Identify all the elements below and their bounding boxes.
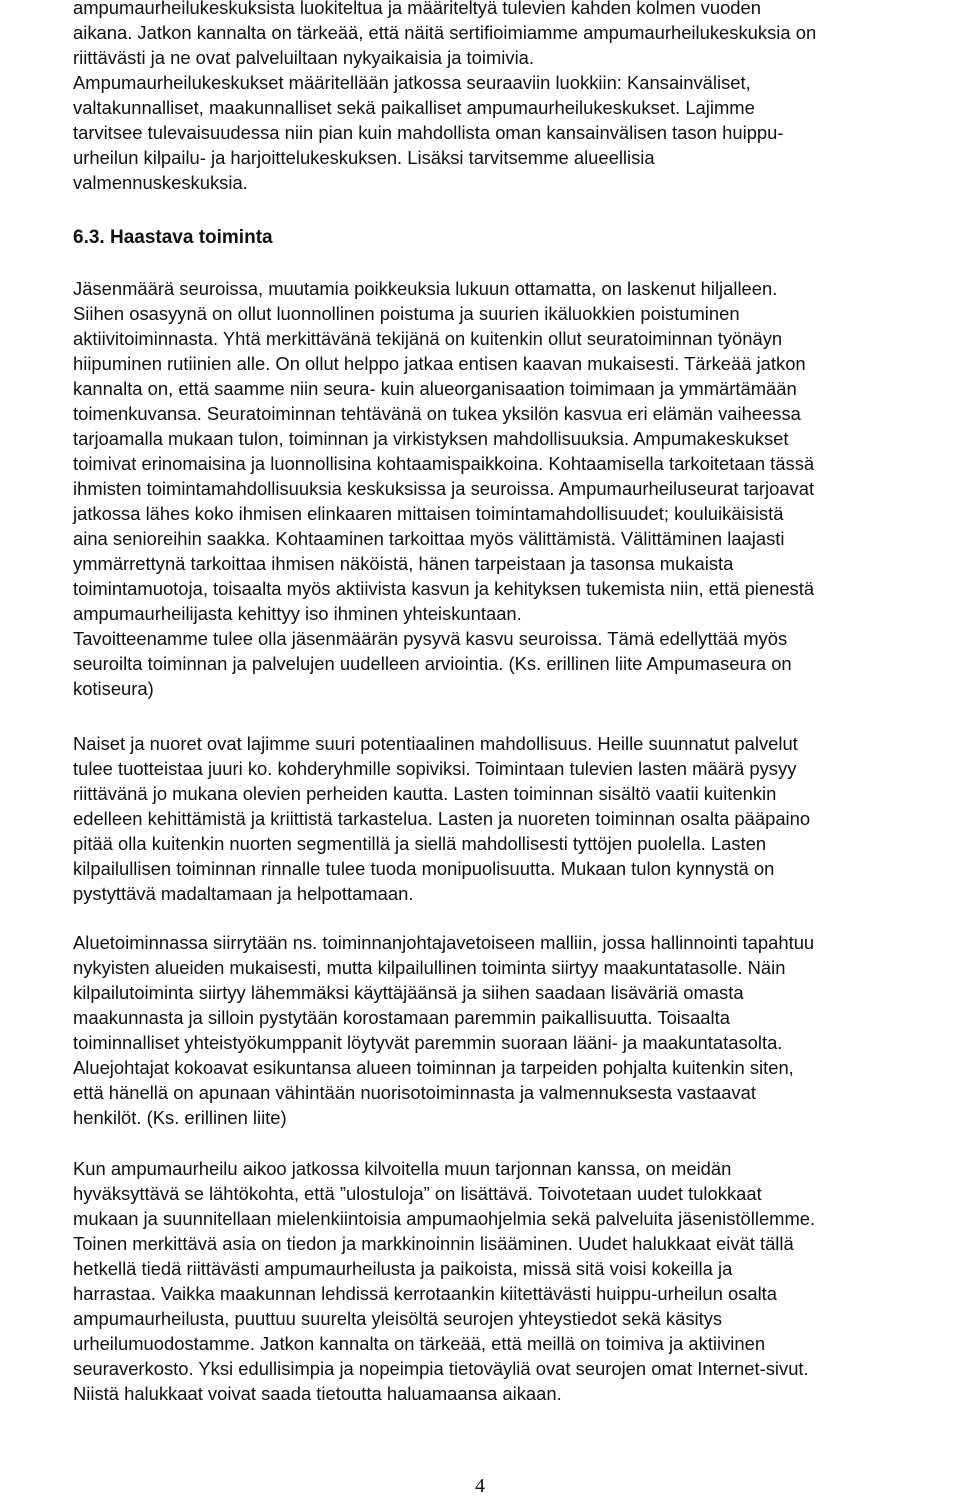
text-line: Tavoitteenamme tulee olla jäsenmäärän pysyvä kasvu seuroissa. Tämä edellyttää myös xyxy=(73,628,788,649)
text-line: maakunnasta ja silloin pystytään korostamaan paremmin paikallisuutta. Toisaalta xyxy=(73,1007,730,1028)
text-line: mukaan ja suunnitellaan mielenkiintoisia ampumaohjelmia sekä palveluita jäsenistöllemme. xyxy=(73,1208,816,1229)
text-line: ihmisten toimintamahdollisuuksia keskuksissa ja seuroissa. Ampumaurheiluseurat tarjoavat xyxy=(73,478,815,499)
text-line: tulee tuotteistaa juuri ko. kohderyhmille sopiviksi. Toimintaan tulevien lasten määrä pysyy xyxy=(73,758,797,779)
text-line: harrastaa. Vaikka maakunnan lehdissä kerrotaankin kiitettävästi huippu-urheilun osalta xyxy=(73,1283,778,1304)
text-line: edelleen kehittämistä ja kriittistä tarkastelua. Lasten ja nuoreten toiminnan osalta pääpaino xyxy=(73,808,811,829)
text-line: ampumaurheilusta, puuttuu suurelta yleisöltä seurojen yhteystiedot sekä käsitys xyxy=(73,1308,723,1329)
text-line: aina senioreihin saakka. Kohtaaminen tarkoittaa myös välittämistä. Välittäminen laajasti xyxy=(73,528,785,549)
text-line: Siihen osasyynä on ollut luonnollinen poistuma ja suurien ikäluokkien poistuminen xyxy=(73,303,740,324)
paragraph-membership xyxy=(73,276,953,701)
text-line: että hänellä on apunaan vähintään nuorisotoiminnasta ja valmennuksesta vastaavat xyxy=(73,1082,756,1103)
text-line: valtakunnalliset, maakunnalliset sekä paikalliset ampumaurheilukeskukset. Lajimme xyxy=(73,97,755,118)
text-line: seuroilta toiminnan ja palvelujen uudelleen arviointia. (Ks. erillinen liite Ampumaseura on xyxy=(73,653,792,674)
section-heading: 6.3. Haastava toiminta xyxy=(73,227,273,248)
text-line: urheilumuodostamme. Jatkon kannalta on tärkeää, että meillä on toimiva ja aktiivinen xyxy=(73,1333,766,1354)
text-line: Ampumaurheilukeskukset määritellään jatkossa seuraaviin luokkiin: Kansainväliset, xyxy=(73,72,751,93)
text-line: aktiivitoiminnasta. Yhtä merkittävänä tekijänä on kuitenkin ollut seuratoiminnan työnäyn xyxy=(73,328,783,349)
text-line: Jäsenmäärä seuroissa, muutamia poikkeuksia lukuun ottamatta, on laskenut hiljalleen. xyxy=(73,278,778,299)
text-line: jatkossa lähes koko ihmisen elinkaaren mittaisen toimintamahdollisuudet; kouluikäisistä xyxy=(73,503,784,524)
text-line: Kun ampumaurheilu aikoo jatkossa kilvoitella muun tarjonnan kanssa, on meidän xyxy=(73,1158,732,1179)
paragraph-marketing xyxy=(73,1156,953,1406)
text-line: riittävänä jo mukana olevien perheiden kautta. Lasten toiminnan sisältö vaatii kuitenkin xyxy=(73,783,777,804)
text-line: toimenkuvansa. Seuratoiminnan tehtävänä on tukea yksilön kasvua eri elämän vaiheessa xyxy=(73,403,801,424)
text-line: Naiset ja nuoret ovat lajimme suuri potentiaalinen mahdollisuus. Heille suunnatut palvelut xyxy=(73,733,798,754)
text-line: pitää olla kuitenkin nuorten segmentillä ja siellä mahdollisesti tyttöjen puolella. Lasten xyxy=(73,833,767,854)
text-line: hetkellä tiedä riittävästi ampumaurheilusta ja paikoista, missä sitä voisi kokeilla ja xyxy=(73,1258,733,1279)
text-line: kotiseura) xyxy=(73,678,154,699)
text-line: tarjoamalla mukaan tulon, toiminnan ja virkistyksen mahdollisuuksia. Ampumakeskukset xyxy=(73,428,789,449)
text-line: toimivat erinomaisina ja luonnollisina kohtaamispaikkoina. Kohtaamisella tarkoitetaan tässä xyxy=(73,453,815,474)
text-line: Aluetoiminnassa siirrytään ns. toiminnanjohtajavetoiseen malliin, jossa hallinnointi tapahtuu xyxy=(73,932,815,953)
text-line: nykyisten alueiden mukaisesti, mutta kilpailullinen toiminta siirtyy maakuntatasolle. Näin xyxy=(73,957,786,978)
paragraph-regional-activity xyxy=(73,930,953,1130)
text-line: pystyttävä madaltamaan ja helpottamaan. xyxy=(73,883,414,904)
text-line: kilpailullisen toiminnan rinnalle tulee tuoda monipuolisuutta. Mukaan tulon kynnystä on xyxy=(73,858,775,879)
text-line: kannalta on, että saamme niin seura- kuin alueorganisaation toimimaan ja ymmärtämään xyxy=(73,378,797,399)
text-line: Aluejohtajat kokoavat esikuntansa alueen toiminnan ja tarpeiden pohjalta kuitenkin siten, xyxy=(73,1057,794,1078)
paragraph-women-and-youth xyxy=(73,731,953,906)
text-line: toimintamuotoja, toisaalta myös aktiivista kasvun ja kehityksen tukemista niin, että pienestä xyxy=(73,578,815,599)
text-line: toiminnalliset yhteistyökumppanit löytyvät paremmin suoraan lääni- ja maakuntatasolta. xyxy=(73,1032,783,1053)
text-line: tarvitsee tulevaisuudessa niin pian kuin mahdollista oman kansainvälisen tason huippu- xyxy=(73,122,784,143)
text-line: ampumaurheilukeskuksista luokiteltua ja määriteltyä tulevien kahden kolmen vuoden xyxy=(73,0,761,18)
text-line: Toinen merkittävä asia on tiedon ja markkinoinnin lisääminen. Uudet halukkaat eivät tällä xyxy=(73,1233,794,1254)
text-line: ampumaurheilijasta kehittyy iso ihminen yhteiskuntaan. xyxy=(73,603,522,624)
text-line: Niistä halukkaat voivat saada tietoutta haluamaansa aikaan. xyxy=(73,1383,562,1404)
text-line: riittävästi ja ne ovat palveluiltaan nykyaikaisia ja toimivia. xyxy=(73,47,535,68)
text-line: kilpailutoiminta siirtyy lähemmäksi käyttäjäänsä ja siihen saadaan lisäväriä omasta xyxy=(73,982,744,1003)
text-line: valmennuskeskuksia. xyxy=(73,172,248,193)
text-line: hyväksyttävä se lähtökohta, että ”ulostuloja” on lisättävä. Toivotetaan uudet tulokkaat xyxy=(73,1183,762,1204)
text-line: hiipuminen rutiinien alle. On ollut helppo jatkaa entisen kaavan mukaisesti. Tärkeää jatkon xyxy=(73,353,806,374)
text-line: seuraverkosto. Yksi edullisimpia ja nopeimpia tietoväyliä ovat seurojen omat Internet-sivut. xyxy=(73,1358,809,1379)
text-line: ymmärrettynä tarkoittaa ihmisen näköistä, hänen tarpeistaan ja tasonsa mukaista xyxy=(73,553,734,574)
text-line: urheilun kilpailu- ja harjoittelukeskuksen. Lisäksi tarvitsemme alueellisia xyxy=(73,147,655,168)
page-number: 4 xyxy=(475,1475,485,1497)
text-line: henkilöt. (Ks. erillinen liite) xyxy=(73,1107,287,1128)
intro-paragraph xyxy=(73,0,953,195)
text-line: aikana. Jatkon kannalta on tärkeää, että näitä sertifioimiamme ampumaurheilukeskuksia on xyxy=(73,22,817,43)
